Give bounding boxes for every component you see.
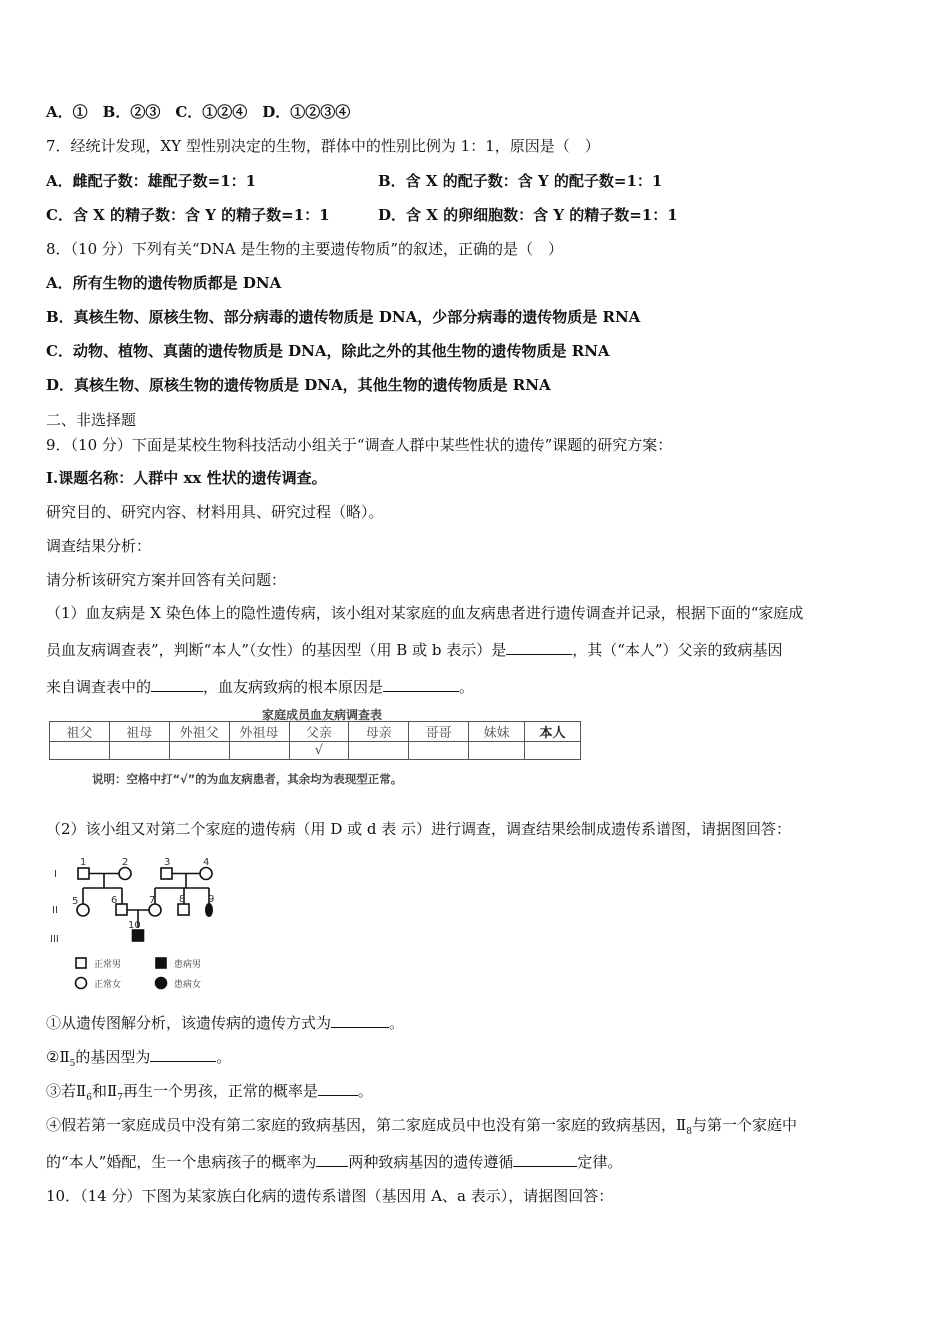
- pedigree-individual-8: [178, 904, 189, 915]
- table-header-cell: 父亲: [289, 722, 349, 742]
- q6-options: A．① B．②③ C．①②④ D．①②③④: [46, 103, 351, 121]
- q9-sub2-end: 。: [216, 1048, 232, 1066]
- answer-blank-law[interactable]: [513, 1152, 577, 1167]
- number-9: 9: [208, 894, 215, 905]
- q8-option-c: C．动物、植物、真菌的遗传物质是 DNA，除此之外的其他生物的遗传物质是 RNA: [46, 342, 610, 360]
- q9-sub3-subscript-1: 6: [86, 1093, 92, 1103]
- q9-sub4-end: 定律。: [577, 1153, 623, 1171]
- legend-affected-male: 患病男: [174, 960, 202, 970]
- q9-p1-line1: （1）血友病是 X 染色体上的隐性遗传病，该小组对某家庭的血友病患者进行遗传调查并记录，根据下面的“家庭成: [46, 604, 804, 622]
- answer-blank-cause[interactable]: [383, 677, 459, 692]
- family-survey-table: [49, 721, 581, 760]
- table-header-cell: 妹妹: [469, 722, 525, 742]
- number-8: 8: [179, 894, 186, 905]
- q9-sub4-text-d: 两种致病基因的遗传遵循: [348, 1153, 514, 1171]
- answer-blank-probability[interactable]: [318, 1081, 358, 1096]
- q9-title: I.课题名称：人群中 xx 性状的遗传调查。: [46, 469, 327, 487]
- table-cell: [109, 742, 169, 760]
- q9-p1-text-e: 。: [459, 678, 475, 696]
- number-7: 7: [149, 895, 156, 906]
- legend-affected-female-symbol: [156, 978, 167, 989]
- table-header-cell: 母亲: [349, 722, 409, 742]
- number-2: 2: [122, 857, 129, 868]
- gen-label-iii: III: [50, 934, 59, 945]
- q7-option-c: C．含 X 的精子数：含 Y 的精子数=1：1: [46, 206, 330, 224]
- legend-normal-female: 正常女: [94, 980, 122, 990]
- q9-p2: （2）该小组又对第二个家庭的遗传病（用 D 或 d 表 示）进行调查，调查结果绘制成遗传系谱图，请据图回答：: [46, 820, 792, 838]
- pedigree-individual-9: [205, 903, 213, 917]
- table-header-row: [50, 722, 581, 742]
- answer-blank-disease-probability[interactable]: [316, 1152, 348, 1167]
- gen-label-i: I: [54, 869, 57, 880]
- q9-sub1-text: ①从遗传图解分析，该遗传病的遗传方式为: [46, 1014, 332, 1032]
- pedigree-individual-5: [77, 904, 89, 916]
- q8-option-b: B．真核生物、原核生物、部分病毒的遗传物质是 DNA，少部分病毒的遗传物质是 RNA: [46, 308, 641, 326]
- q9-sub4-text-c: 的“本人”婚配，生一个患病孩子的概率为: [46, 1153, 317, 1171]
- q9-sub3-text-b: 和Ⅱ: [91, 1082, 118, 1100]
- pedigree-individual-4: [200, 868, 212, 880]
- q7-option-b: B．含 X 的配子数：含 Y 的配子数=1：1: [378, 172, 663, 190]
- pedigree-individual-6: [116, 904, 127, 915]
- legend-normal-female-symbol: [76, 978, 87, 989]
- q9-sub1: [46, 1013, 404, 1033]
- legend-affected-male-symbol: [156, 958, 166, 968]
- q9-sub2: [46, 1047, 231, 1074]
- table-cell: [525, 742, 581, 760]
- number-1: 1: [80, 857, 87, 868]
- table-cell: [229, 742, 289, 760]
- table-value-row: [50, 742, 581, 760]
- q9-sub4-text-b: 与第一个家庭中: [691, 1116, 797, 1134]
- table-header-cell: 祖母: [109, 722, 169, 742]
- q9-sub1-end: 。: [389, 1014, 405, 1032]
- table-title: 家庭成员血友病调查表: [262, 708, 383, 722]
- table-cell: [169, 742, 229, 760]
- answer-blank-genotype[interactable]: [506, 640, 572, 655]
- pedigree-individual-2: [119, 868, 131, 880]
- q7-option-d: D．含 X 的卵细胞数：含 Y 的精子数=1：1: [378, 206, 678, 224]
- section-heading: 二、非选择题: [46, 411, 137, 429]
- pedigree-individual-10: [133, 930, 144, 941]
- q9-sub3-end: 。: [357, 1082, 373, 1100]
- q9-sub3-text-c: 再生一个男孩，正常的概率是: [122, 1082, 318, 1100]
- number-3: 3: [164, 857, 171, 868]
- q9-analysis: 调查结果分析：: [46, 537, 152, 555]
- q9-stem: 9．（10 分）下面是某校生物科技活动小组关于“调查人群中某些性状的遗传”课题的研究方案：: [46, 436, 673, 454]
- pedigree-individual-3: [161, 868, 172, 879]
- table-cell: [409, 742, 469, 760]
- q9-sub4-text-a: ④假若第一家庭成员中没有第二家庭的致病基因，第二家庭成员中也没有第一家庭的致病基因，Ⅱ: [46, 1116, 687, 1134]
- table-header-cell: 外祖母: [229, 722, 289, 742]
- q9-sub4-line2: [46, 1152, 622, 1172]
- pedigree-chart: [46, 852, 236, 997]
- answer-blank-source[interactable]: [151, 677, 203, 692]
- q8-option-a: A．所有生物的遗传物质都是 DNA: [46, 274, 282, 292]
- table-header-cell: 本人: [525, 722, 581, 742]
- q9-sub2-text-a: ②Ⅱ: [46, 1048, 70, 1066]
- q7-option-a: A．雌配子数：雄配子数=1：1: [46, 172, 257, 190]
- q9-sub3-subscript-2: 7: [117, 1093, 123, 1103]
- q9-sub4-line1: [46, 1115, 797, 1142]
- table-cell: [50, 742, 110, 760]
- legend-normal-male: 正常男: [94, 960, 122, 970]
- q8-option-d: D．真核生物、原核生物的遗传物质是 DNA，其他生物的遗传物质是 RNA: [46, 376, 551, 394]
- q9-sub3-text-a: ③若Ⅱ: [46, 1082, 87, 1100]
- q9-sub2-text-b: 的基因型为: [75, 1048, 151, 1066]
- table-header-cell: 哥哥: [409, 722, 469, 742]
- q9-p1-text-c: 来自调查表中的: [46, 678, 152, 696]
- legend-affected-female: 患病女: [174, 980, 202, 990]
- legend-normal-male-symbol: [76, 958, 86, 968]
- number-6: 6: [111, 895, 118, 906]
- table-header-cell: 外祖父: [169, 722, 229, 742]
- q9-p1-line3: [46, 677, 474, 697]
- number-10: 10: [128, 920, 141, 931]
- q9-content: 研究目的、研究内容、材料用具、研究过程（略）。: [46, 503, 384, 521]
- q8-stem: 8．（10 分）下列有关“DNA 是生物的主要遗传物质”的叙述，正确的是（ ）: [46, 240, 563, 258]
- table-header-cell: 祖父: [50, 722, 110, 742]
- q9-sub3: [46, 1081, 373, 1108]
- answer-blank-ii5-genotype[interactable]: [150, 1047, 216, 1062]
- table-cell: [349, 742, 409, 760]
- answer-blank-inheritance-mode[interactable]: [331, 1013, 389, 1028]
- q9-p1-line2: [46, 640, 783, 660]
- q9-p1-text-a: 员血友病调查表”，判断“本人”（女性）的基因型（用 B 或 b 表示）是: [46, 641, 507, 659]
- table-cell: [469, 742, 525, 760]
- q9-sub2-subscript: 5: [69, 1059, 76, 1069]
- q9-p1-text-d: ，血友病致病的根本原因是: [203, 678, 384, 696]
- q9-sub4-subscript: 8: [686, 1127, 692, 1137]
- table-cell: √: [289, 742, 349, 760]
- number-4: 4: [203, 857, 210, 868]
- number-5: 5: [72, 896, 79, 907]
- q9-instruction: 请分析该研究方案并回答有关问题：: [46, 571, 287, 589]
- q7-stem: 7．经统计发现，XY 型性别决定的生物，群体中的性别比例为 1：1，原因是（ ）: [46, 137, 600, 155]
- q9-p1-text-b: ，其（“本人”）父亲的致病基因: [572, 641, 783, 659]
- gen-label-ii: II: [52, 905, 58, 916]
- q10-stem: 10．（14 分）下图为某家族白化病的遗传系谱图（基因用 A、a 表示），请据图回答：: [46, 1187, 614, 1205]
- pedigree-individual-1: [78, 868, 89, 879]
- table-note: 说明：空格中打“√”的为血友病患者，其余均为表现型正常。: [92, 772, 403, 786]
